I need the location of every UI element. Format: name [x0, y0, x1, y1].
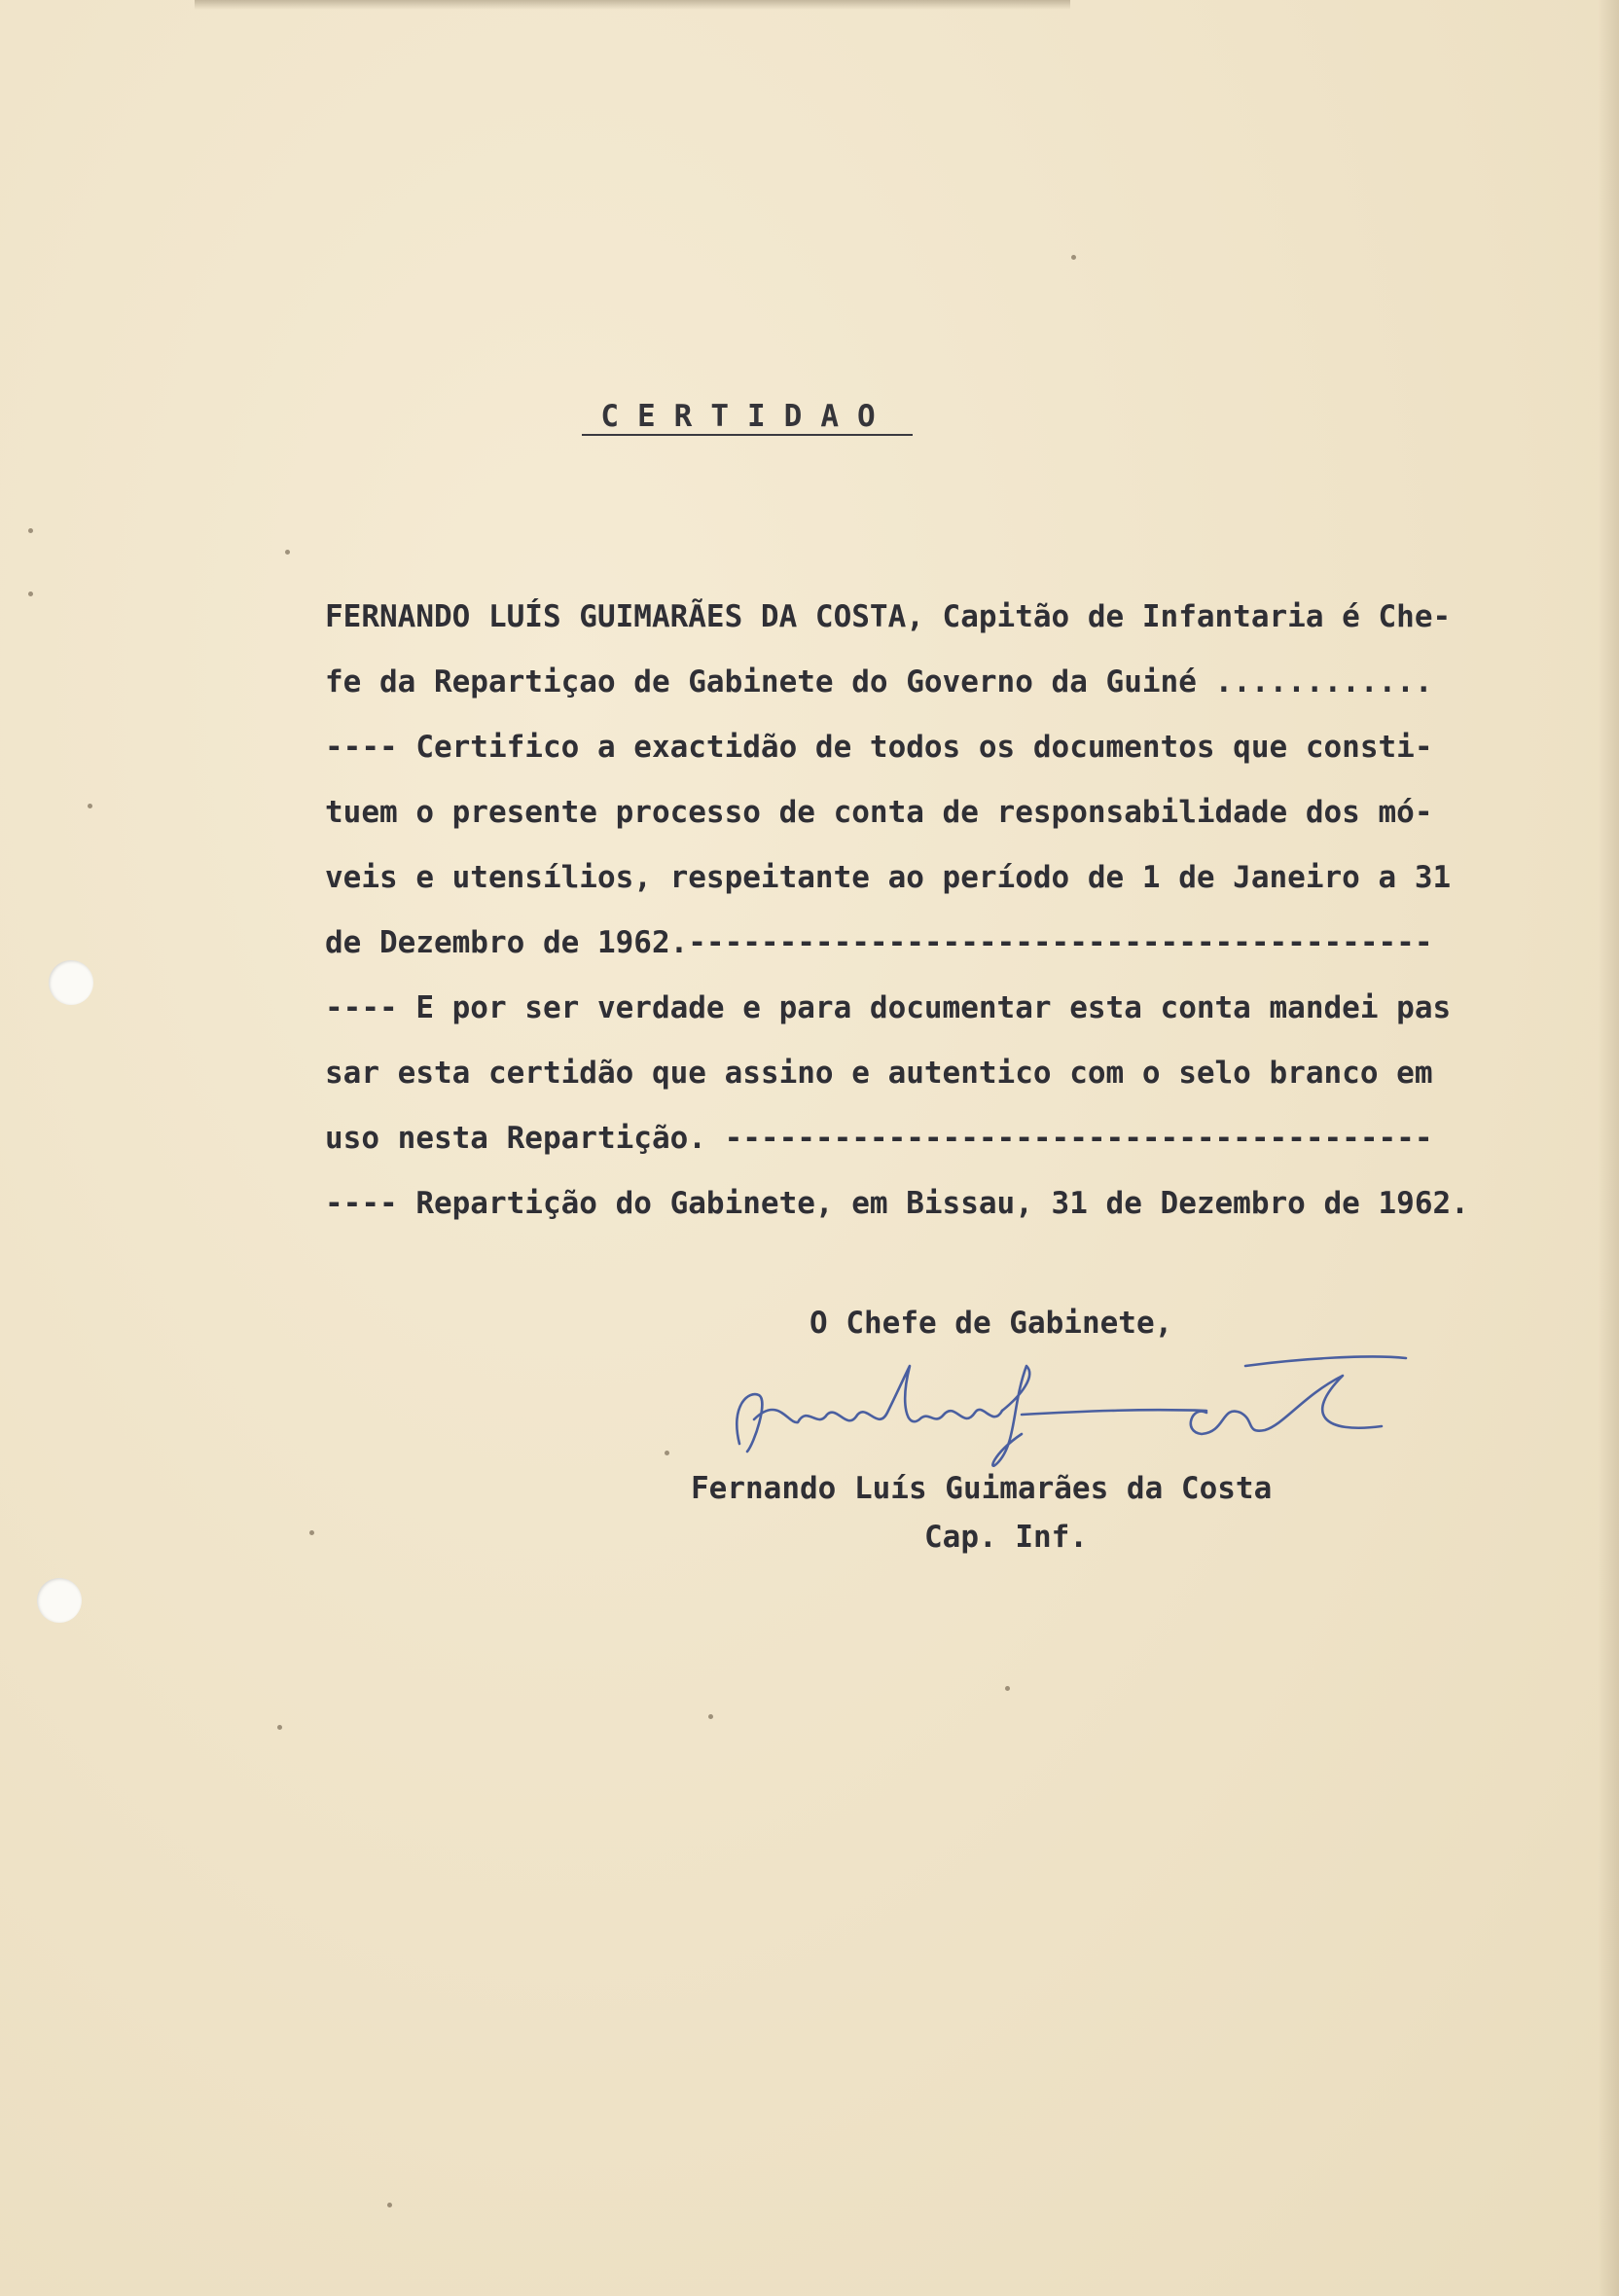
signer-name: Fernando Luís Guimarães da Costa: [691, 1471, 1273, 1506]
body-line: uso nesta Repartição. ---------------------------------------: [325, 1121, 1433, 1156]
signature-stroke: [1191, 1376, 1382, 1434]
certificate-body: [325, 588, 1551, 1239]
signer-rank: Cap. Inf.: [924, 1520, 1088, 1555]
body-line: tuem o presente processo de conta de responsabilidade dos mó-: [325, 795, 1433, 830]
signature-stroke: [1022, 1410, 1206, 1415]
paper-speck: [28, 592, 33, 596]
handwritten-signature: [701, 1337, 1459, 1483]
paper-speck: [285, 550, 290, 555]
punch-hole-bottom: [37, 1578, 82, 1623]
paper-speck: [277, 1725, 282, 1730]
paper-speck: [708, 1714, 713, 1719]
paper-speck: [387, 2203, 392, 2207]
closing-salutation: O Chefe de Gabinete,: [810, 1306, 1173, 1341]
body-line: de Dezembro de 1962.-----------------------------------------: [325, 925, 1433, 960]
document-title: CERTIDAO: [600, 399, 894, 434]
body-line: fe da Repartiçao de Gabinete do Governo da Guiné ............: [325, 664, 1433, 700]
signature-stroke: [754, 1366, 1002, 1422]
paper-speck: [1005, 1686, 1010, 1691]
page-top-shadow: [195, 0, 1070, 10]
body-line: veis e utensílios, respeitante ao período de 1 de Janeiro a 31: [325, 860, 1452, 895]
signature-stroke: [737, 1394, 762, 1452]
body-line: ---- Certifico a exactidão de todos os documentos que consti-: [325, 730, 1433, 765]
paper-speck: [28, 528, 33, 533]
paper-speck: [665, 1451, 669, 1455]
page-edge: [1598, 0, 1619, 2296]
signature-stroke: [1245, 1356, 1406, 1366]
title-underline: [582, 434, 913, 436]
body-line: ---- E por ser verdade e para documentar esta conta mandei pas: [325, 990, 1452, 1025]
paper-speck: [88, 804, 92, 808]
paper-speck: [309, 1530, 314, 1535]
body-line: ---- Repartição do Gabinete, em Bissau, 31 de Dezembro de 1962.: [325, 1186, 1469, 1221]
body-line: sar esta certidão que assino e autentico com o selo branco em: [325, 1056, 1433, 1091]
body-line: FERNANDO LUÍS GUIMARÃES DA COSTA, Capitão de Infantaria é Che-: [325, 599, 1452, 634]
paper-speck: [1071, 255, 1076, 260]
punch-hole-top: [49, 960, 93, 1005]
